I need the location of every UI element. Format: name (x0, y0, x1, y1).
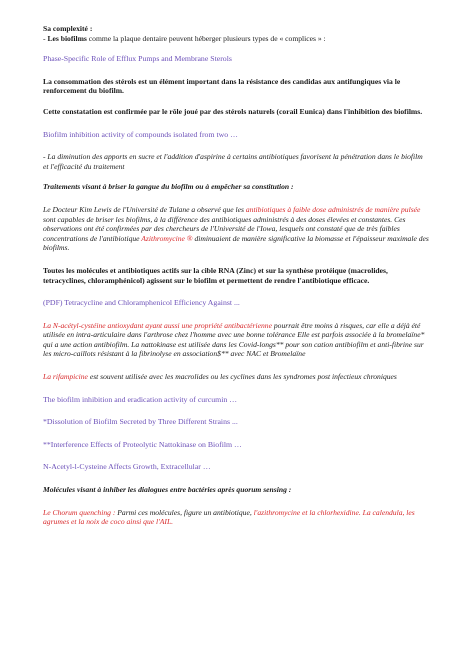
rifampicine-highlight: La rifampicine (43, 372, 88, 382)
chorum-text-end: . La calendula, les agrumes et la noix de coco ainsi que l'AIL. (43, 507, 415, 527)
complexite-text: comme la plaque dentaire peuvent héberger plusieurs types de « complices » : (86, 33, 326, 43)
link-efflux-pumps[interactable]: Phase-Specific Role of Efflux Pumps and Membrane Sterols (43, 54, 232, 64)
lewis-text-a: Le Docteur Kim Lewis de l'Université de Tulane a observé que les (43, 204, 246, 214)
paragraph-sucre-aspirine: - La diminution des apports en sucre et l'addition d'aspirine à certains antibiotiques favorisent la pénétration dans le biofilm et l'efficacité du traitement (43, 152, 423, 171)
paragraph-kim-lewis (43, 205, 429, 253)
lewis-text-b: sont capables de briser les biofilms, à la différence des antibiotiques administrés à des doses élevées et constantes. Ces observations ont été confirmées par des chercheurs de l'Université de l'Iowa, lesquels ont constaté que de très faibles concentrations de l'antibiotique (43, 214, 406, 243)
paragraph-eunica: Cette constatation est confirmée par le rôle joué par des stérols naturels (corail Eunica) dans l'inhibition des biofilms. (43, 106, 423, 116)
heading-quorum-sensing: Molécules visant à inhiber les dialogues entre bactéries après quorum sensing : (43, 485, 292, 495)
link-tetracycline[interactable]: (PDF) Tetracycline and Chloramphenicol Efficiency Against ... (43, 298, 240, 308)
lewis-text-c: diminuaient de manière significative la biomasse et l'épaisseur maximale des biofilms. (43, 233, 429, 253)
paragraph-rifampicine (43, 372, 429, 382)
chorum-highlight: Le Chorum quenching : (43, 507, 116, 517)
lewis-highlight-pulsee: antibiotiques à faible dose administrés de manière pulsée (245, 204, 421, 214)
complexite-line (43, 34, 429, 44)
biofilms-bold: Les biofilms (47, 33, 87, 43)
link-curcumin[interactable]: The biofilm inhibition and eradication activity of curcumin … (43, 394, 238, 404)
paragraph-chorum-quenching (43, 508, 429, 527)
link-biofilm-inhibition-compounds[interactable]: Biofilm inhibition activity of compounds isolated from two … (43, 129, 238, 139)
lewis-highlight-azithromycine: Azithromycine ® (141, 233, 193, 243)
section-title-complexite: Sa complexité : (43, 24, 93, 33)
nac-text: pourrait être moins à risques, car elle a déjà été utilisée en intra-articulaire dans l'arthrose chez l'homme avec une bonne tolérance Elle est parfois associée à la bromelaïne* qui a une action antibiofilm. La nattokinase est utilisée dans les Covid-longs** pour son cation antibiofilm et anti-fibrine sur les micro-caillots résistant à la fibrinolyse en association$** avec NAC et Bromelaïne (43, 320, 425, 359)
paragraph-sterols: La consommation des stérols est un élément important dans la résistance des candidas aux antifungiques via le renforcement du biofilm. (43, 76, 401, 96)
heading-traitements: Traitements visant à briser la gangue du biofilm ou à empêcher sa constitution : (43, 182, 294, 192)
link-nattokinase[interactable]: **Interference Effects of Proteolytic Nattokinase on Biofilm … (43, 439, 242, 449)
chorum-highlight-azithromycine: l'azithromycine et la chlorhexidine (253, 507, 359, 517)
nac-highlight: La N-acétyl-cystéine antioxydant ayant aussi une propriété antibactérienne (43, 320, 272, 330)
rifampicine-text: est souvent utilisée avec les macrolides ou les cyclines dans les syndromes post infectieux chroniques (87, 372, 397, 382)
paragraph-nac (43, 321, 429, 359)
link-n-acetyl-cysteine[interactable]: N-Acetyl-l-Cysteine Affects Growth, Extracellular … (43, 462, 211, 472)
paragraph-zinc: Toutes les molécules et antibiotiques actifs sur la cible RNA (Zinc) et sur la synthèse protéique (macrolides, tetracyclines, chloramphénicol) agissent sur le biofilm et permettent de rendre l'antibiotique efficace. (43, 265, 388, 285)
dash: - (43, 33, 48, 43)
link-dissolution-biofilm[interactable]: *Dissolution of Biofilm Secreted by Three Different Strains ... (43, 417, 238, 427)
chorum-text: Parmi ces molécules, figure un antibiotique, (115, 507, 254, 517)
